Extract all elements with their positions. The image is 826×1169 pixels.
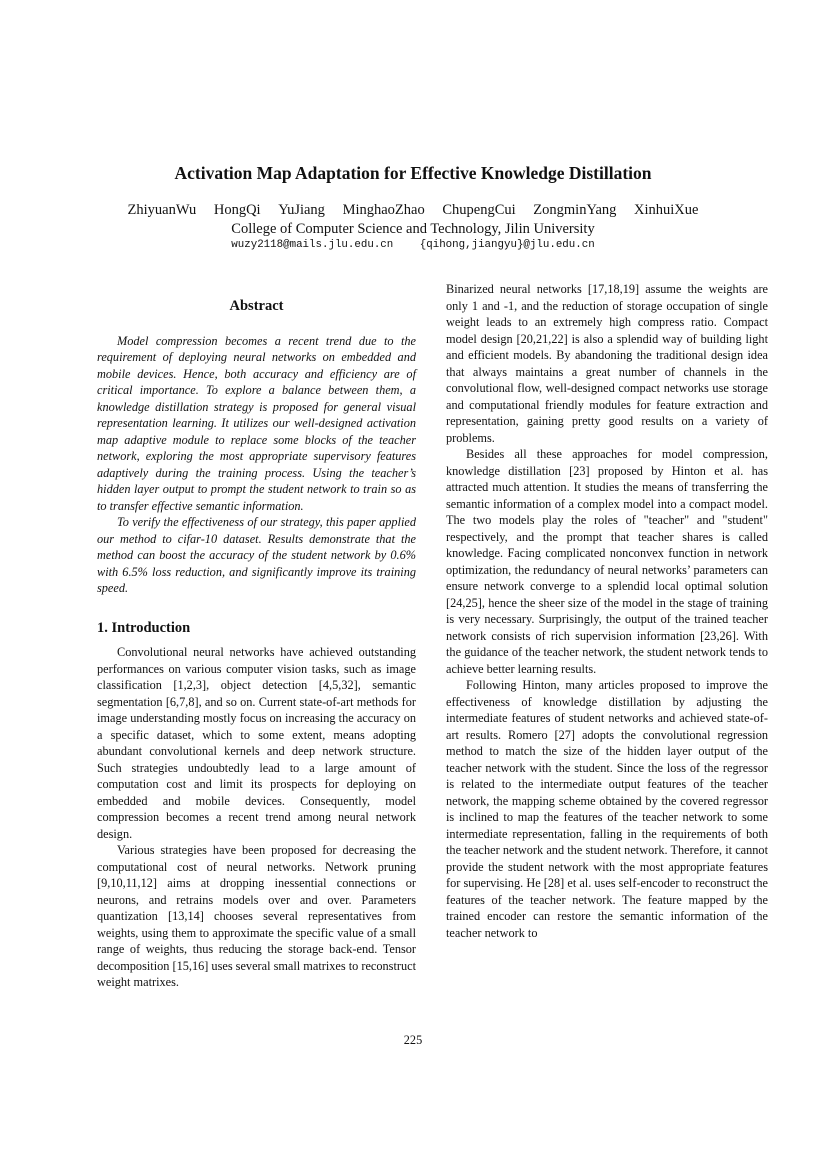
right-column <box>446 281 768 941</box>
author-name: YuJiang <box>278 202 325 218</box>
body-paragraph: Besides all these approaches for model compression, knowledge distillation [23] proposed by Hinton et al. has attracted much attention. It studies the means of transferring the semantic information of a complex model into a compact model. The two models play the roles of "teacher" and "student" respectively, and the prompt that teacher shares is called knowledge. Facing complicated nonconvex function in network optimization, the redundancy of neural networks’ parameters can ensure network converge to a splendid local optimal solution [24,25], hence the sheer size of the model in the stage of training is very necessary. Surprisingly, the output of the trained teacher network consists of rich supervision information [23,26]. With the guidance of the teacher network, the student network tends to achieve better learning results. <box>446 447 768 676</box>
email-list <box>0 239 826 251</box>
body-paragraph: Following Hinton, many articles proposed to improve the effectiveness of knowledge distillation by adjusting the intermediate features of student networks and achieved state-of-art results. Romero [27] adopts the convolutional regression method to match the size of the hidden layer output of the teacher network with the student. Since the loss of the regressor is related to the intermediate output features of the teacher network, the mapping scheme obtained by the covered regressor is inclined to map the features of the teacher network to some intermediate representation, falling in the requirements of both the teacher network and the student network. Therefore, it cannot provide the student network with the most appropriate features for supervising. He [28] et al. uses self-encoder to reconstruct the features of the teacher network. The feature mapped by the trained encoder can restore the semantic information of the teacher network to <box>446 678 768 940</box>
email-address: {qihong,jiangyu}@jlu.edu.cn <box>419 239 595 251</box>
page-number: 225 <box>403 1033 423 1047</box>
author-name: ZongminYang <box>533 202 617 218</box>
abstract-paragraph: Model compression becomes a recent trend due to the requirement of deploying neural networks on embedded and mobile devices. Hence, both accuracy and efficiency are of critical importance. To explore a balance between them, a knowledge distillation strategy is proposed for general visual representation learning. It utilizes our well-designed activation map adaptive module to replace some blocks of the teacher network, exploring the most appropriate supervisory features adaptively during the training process. Using the teacher’s hidden layer output to prompt the student network to train so as to transfer effective semantic information. <box>97 333 416 513</box>
abstract-heading: Abstract <box>229 298 284 314</box>
left-column <box>97 298 416 991</box>
body-paragraph: Convolutional neural networks have achieved outstanding performances on various computer vision tasks, such as image classification [1,2,3], object detection [4,5,32], semantic segmentation [6,7,8], and so on. Current state-of-art methods for image understanding mostly focus on increasing the accuracy on a specific dataset, which to some extent, means adopting abundant convolutional kernels and deep network structure. Such strategies undoubtedly lead to a large amount of computation cost and limit its prospects for deploying on embedded and mobile devices. Consequently, model compression becomes a recent trend among neural network design. <box>97 645 416 841</box>
abstract-section <box>97 298 416 597</box>
email-address: wuzy2118@mails.jlu.edu.cn <box>231 239 394 251</box>
author-list <box>0 202 826 219</box>
section-heading-introduction: 1. Introduction <box>97 619 191 636</box>
author-name: HongQi <box>213 202 261 218</box>
author-name: ZhiyuanWu <box>127 202 197 218</box>
paper-title: Activation Map Adaptation for Effective Knowledge Distillation <box>174 163 652 183</box>
body-paragraph: Binarized neural networks [17,18,19] assume the weights are only 1 and -1, and the reduction of storage occupation of single weight leads to an extremely high compress ratio. Compact model design [20,21,22] is also a splendid way of building light and efficient models. By abandoning the traditional design idea that always maintains a great number of channels in the convolutional flow, well-designed compact networks use storage and computational friendly modules for feature extraction and representation, gaining pretty good results on a variety of problems. <box>446 282 768 445</box>
affiliation: College of Computer Science and Technology, Jilin University <box>231 221 595 237</box>
author-name: XinhuiXue <box>634 202 699 218</box>
body-paragraph: Various strategies have been proposed for decreasing the computational cost of neural networks. Network pruning [9,10,11,12] aims at dropping inessential connections or neurons, and retrains models over and over. Parameters quantization [13,14] chooses several representatives from weights, using them to approximate the specific value of a small range of weights, thus reducing the storage back-end. Tensor decomposition [15,16] uses several small matrixes to reconstruct weight matrixes. <box>97 843 416 989</box>
author-name: ChupengCui <box>442 202 516 218</box>
abstract-paragraph: To verify the effectiveness of our strategy, this paper applied our method to cifar-10 dataset. Results demonstrate that the method can boost the accuracy of the student network by 0.6% with 6.5% loss reduction, and significantly improve its training speed. <box>97 515 416 595</box>
author-name: MinghaoZhao <box>342 202 425 218</box>
